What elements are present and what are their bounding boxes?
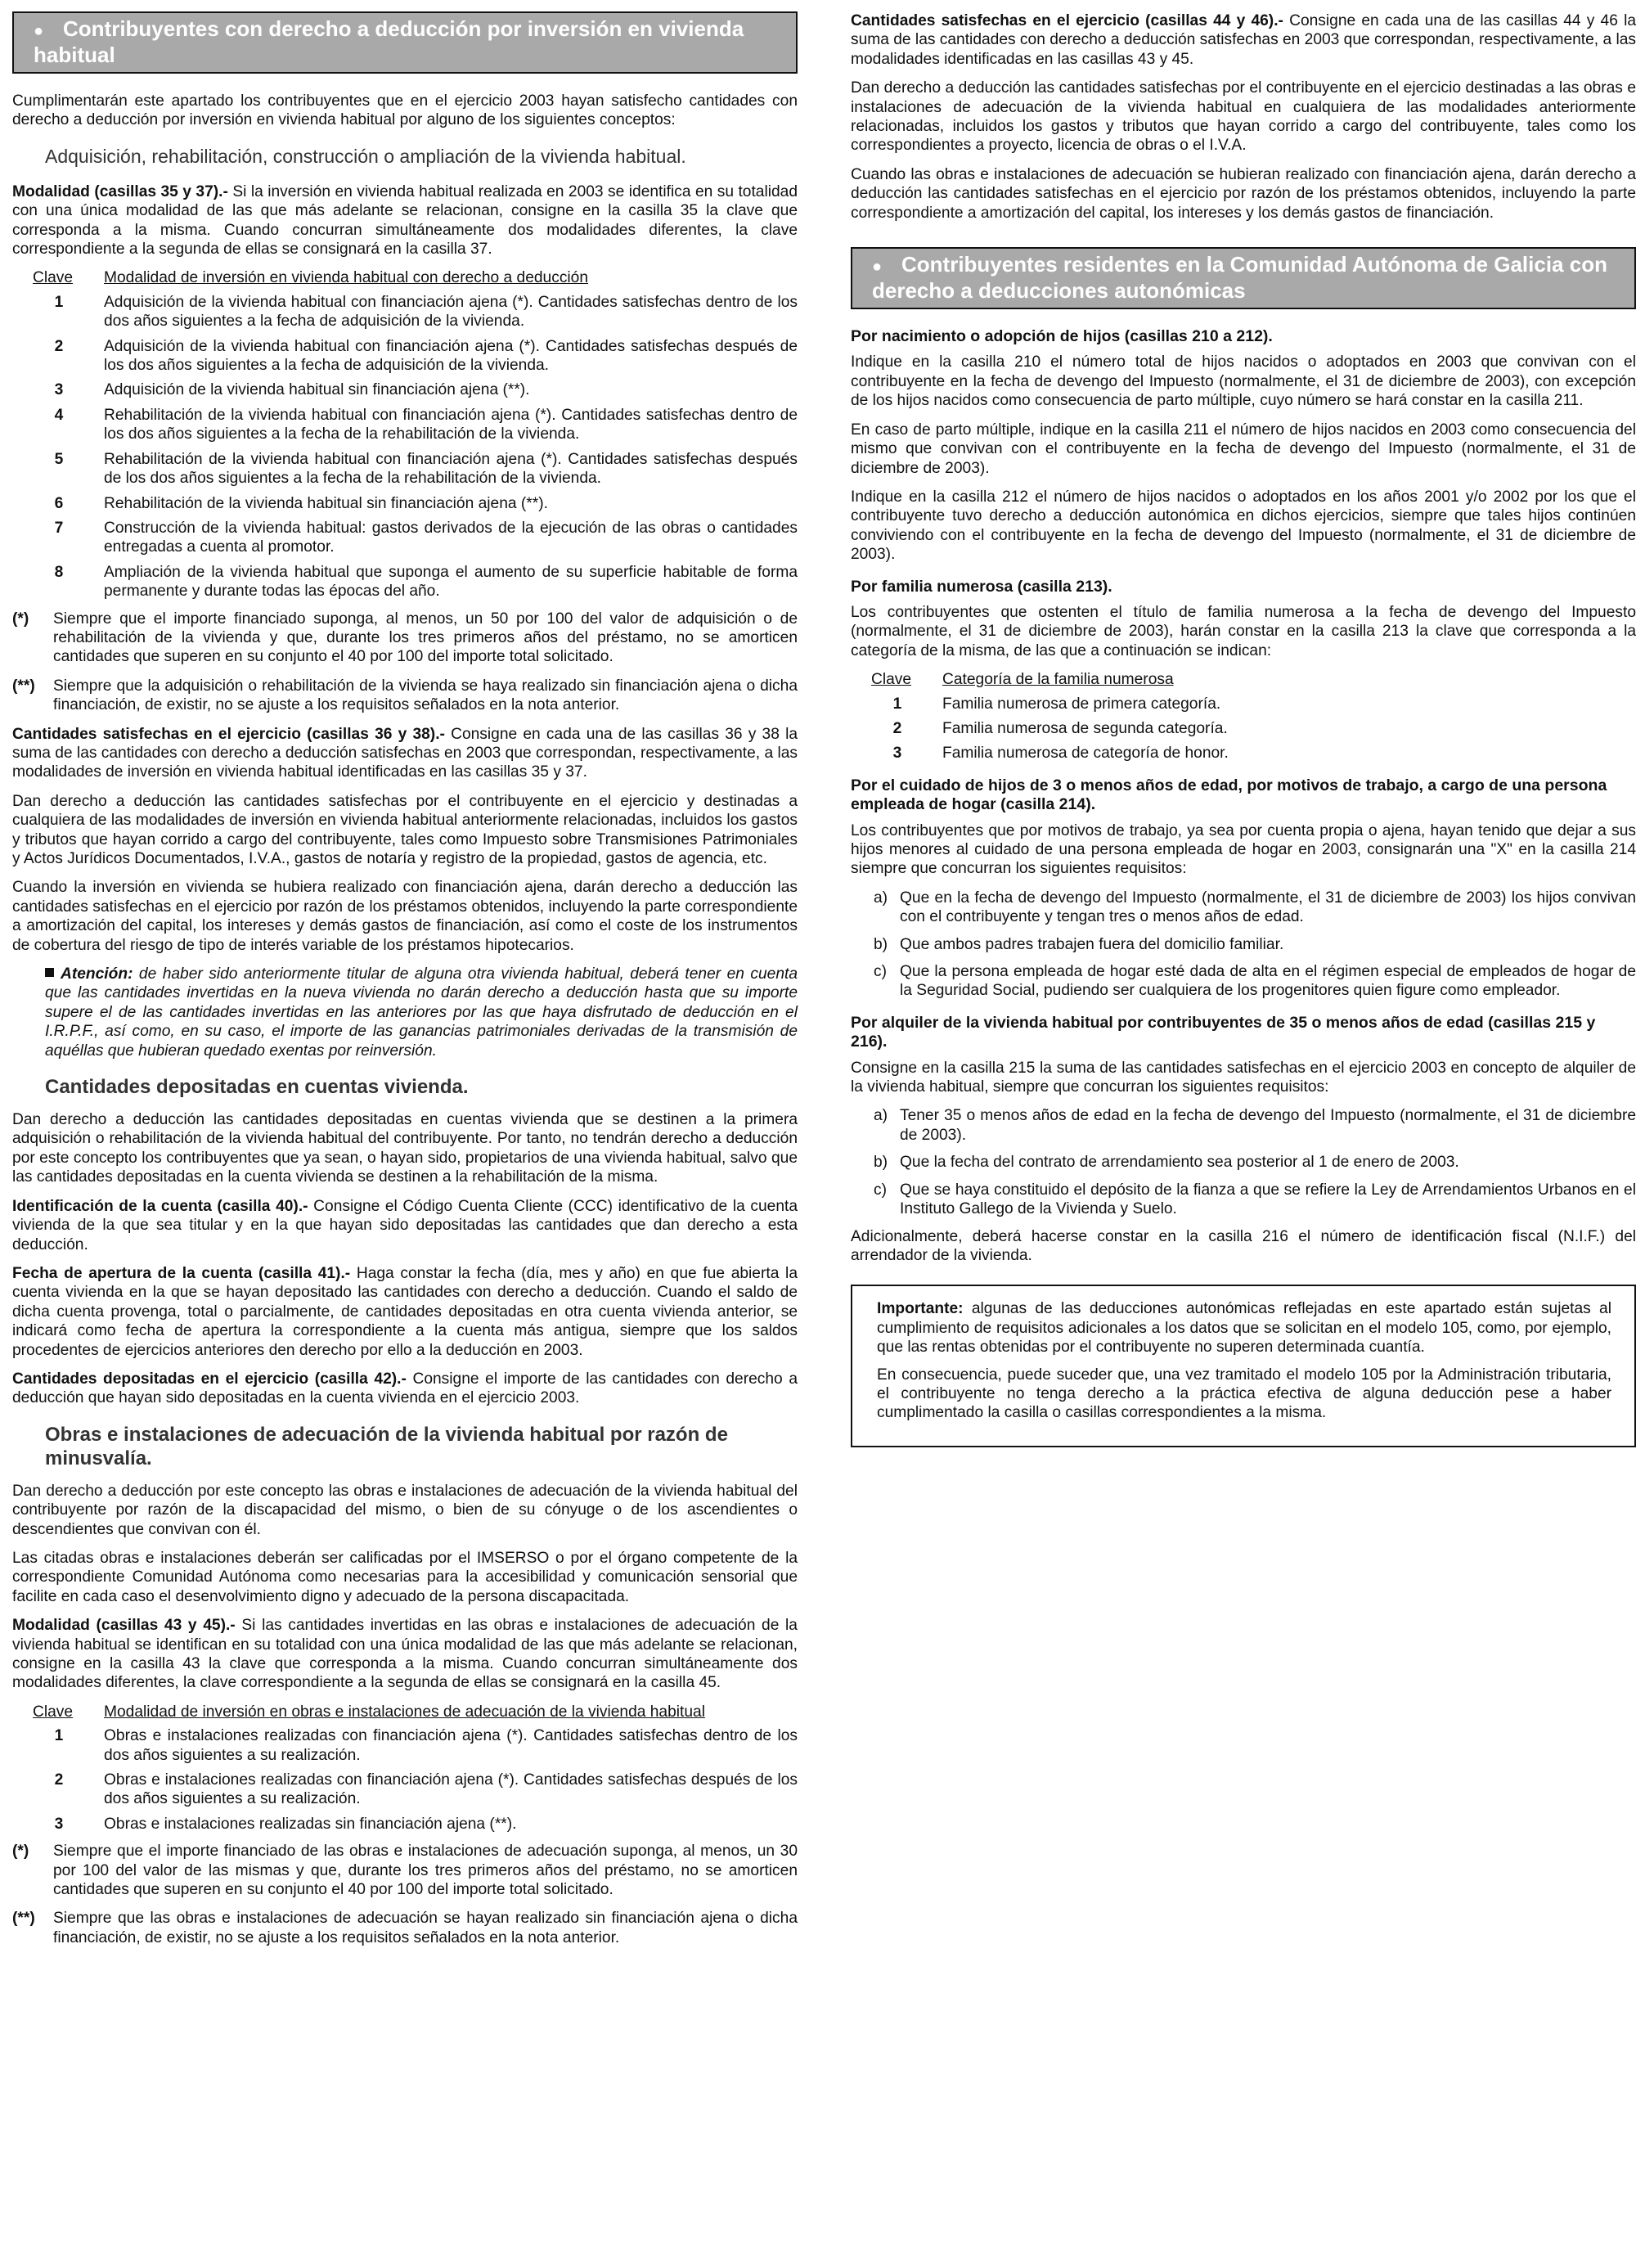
obras-paragraph-2: Las citadas obras e instalaciones deberán ser calificadas por el IMSERSO o por el órgano competente de la correspondiente Comunidad Autónoma como necesarias para la accesibilidad y comunicación sensorial que facilite en cada caso el desenvolvimiento digno y adecuado de la persona discapacitada. (12, 1549, 798, 1605)
footnote-asterisk: (*) Siempre que el importe financiado suponga, al menos, un 50 por 100 del valor de adquisición o de rehabilitación de la vivienda y que, durante los tres primeros años del préstamo, no se amorticen cantidades que superen en su conjunto el 40 por 100 del importe total solicitado. (12, 610, 798, 666)
subheading-adquisicion: Adquisición, rehabilitación, construcción o ampliación de la vivienda habitual. (45, 145, 686, 167)
clave-description: Familia numerosa de segunda categoría. (942, 719, 1228, 737)
footnote-double-asterisk: (**) Siempre que las obras e instalaciones de adecuación se hayan realizado sin financiación ajena o dicha financiación, de existir, no se ajuste a los requisitos señalados en la nota anterior. (12, 1910, 798, 1946)
clave-description: Rehabilitación de la vivienda habitual sin financiación ajena (**). (104, 494, 548, 512)
requirement-letter: c) (874, 963, 887, 981)
familia-paragraph: Los contribuyentes que ostenten el título de familia numerosa a la fecha de devengo del Impuesto (normalmente, el 31 de diciembre de 2003), harán constar en la casilla 213 la clave que corresponda a la categoría de la misma, de las que a continuación se indican: (851, 603, 1636, 659)
dan-derecho-paragraph: Dan derecho a deducción las cantidades satisfechas por el contribuyente en el ejercicio y destinadas a cualquiera de las modalidades de inversión en vivienda habitual anteriormente relacionadas, incluidos los gastos y tributos que hayan corrido a cargo del contribuyente, tales como Impuesto sobre Transmisiones Patrimoniales y Actos Jurídicos Documentados, I.V.A., gastos de notaría y registro de la propiedad, gastos de agencia, etc. (12, 792, 798, 867)
clave-description: Rehabilitación de la vivienda habitual con financiación ajena (*). Cantidades satisfechas dentro de los dos años siguientes a la fecha de la rehabilitación de la vivienda. (104, 406, 798, 443)
clave-number: 4 (54, 406, 64, 424)
clave-description: Adquisición de la vivienda habitual con financiación ajena (*). Cantidades satisfechas después de los dos años siguientes a la fecha de adquisición de la vivienda. (104, 337, 798, 375)
requirement-text: Tener 35 o menos años de edad en la fecha de devengo del Impuesto (normalmente, el 31 de diciembre de 2003). (900, 1107, 1636, 1144)
subheading-obras-minusvalia: Obras e instalaciones de adecuación de la vivienda habitual por razón de minusvalía. (45, 1423, 728, 1469)
clave-number: 2 (54, 337, 64, 355)
clave-description: Rehabilitación de la vivienda habitual con financiación ajena (*). Cantidades satisfechas después de los dos años siguientes a la fecha de la rehabilitación de la vivienda. (104, 450, 798, 488)
right-column (851, 11, 1636, 1447)
requirement-item (874, 1106, 1636, 1145)
table-row (33, 519, 798, 557)
clave-description: Construcción de la vivienda habitual: gastos derivados de la ejecución de las obras o cantidades entregadas a cuenta al promotor. (104, 519, 798, 556)
clave-number: 1 (892, 695, 902, 713)
atencion-note: Atención: de haber sido anteriormente titular de alguna otra vivienda habitual, deberá tener en cuenta que las cantidades invertidas en la nueva vivienda no darán derecho a deducción hasta que su importe supere el de las cantidades invertidas en las anteriores por las que haya disfrutado de deducción en el I.R.P.F., así como, en su caso, el importe de las ganancias patrimoniales derivadas de la transmisión de aquéllas que hubieran quedado exentas por reinversión. (45, 965, 798, 1060)
table-header: Clave Modalidad de inversión en vivienda habitual con derecho a deducción (33, 269, 589, 287)
nacimiento-paragraph-2: En caso de parto múltiple, indique en la casilla 211 el número de hijos nacidos en 2003 como consecuencia del mismo que convivan con el contribuyente en la fecha de devengo del Impuesto (normalmente, el 31 de diciembre de 2003). (851, 421, 1636, 477)
subheading-cuentas-vivienda: Cantidades depositadas en cuentas vivienda. (45, 1076, 469, 1099)
importante-paragraph-2: En consecuencia, puede suceder que, una vez tramitado el modelo 105 por la Administración tributaria, el contribuyente no tenga derecho a la práctica efectiva de alguna deducción pese a haber cumplimentado la casilla o casillas correspondientes a la misma. (877, 1366, 1611, 1422)
table-header: Clave Modalidad de inversión en obras e instalaciones de adecuación de la vivienda habitual (33, 1703, 705, 1721)
clave-description: Familia numerosa de categoría de honor. (942, 745, 1229, 763)
heading-familia-numerosa: Por familia numerosa (casilla 213). (851, 577, 1112, 596)
cantidades-depositadas-paragraph: Cantidades depositadas en el ejercicio (casilla 42).- Consigne el importe de las cantidades con derecho a deducción que hayan sido depositadas en la cuenta vivienda en el ejercicio 2003. (12, 1370, 798, 1407)
financiacion-ajena-paragraph: Cuando la inversión en vivienda se hubiera realizado con financiación ajena, darán derecho a deducción las cantidades satisfechas en el ejercicio por razón de los préstamos obtenidos, incluyendo la parte correspondiente a amortización del capital, los intereses y demás gastos de financiación, así como el coste de los instrumentos de cobertura del riesgo de tipo de interés variable de los préstamos hipotecarios. (12, 879, 798, 954)
table-row (33, 450, 798, 488)
table-row (33, 380, 798, 399)
requirement-item (874, 889, 1636, 927)
table-row (871, 744, 1636, 763)
clave-number: 8 (54, 563, 64, 581)
clave-description: Ampliación de la vivienda habitual que suponga el aumento de su superficie habitable de forma permanente y durante todas las épocas del año. (104, 563, 798, 601)
requirement-text: Que en la fecha de devengo del Impuesto (normalmente, el 31 de diciembre de 2003) los hijos convivan con el contribuyente y tengan tres o menos años de edad. (900, 889, 1636, 926)
requirement-item (874, 1153, 1636, 1172)
requirement-letter: b) (874, 935, 888, 953)
heading-nacimiento: Por nacimiento o adopción de hijos (casillas 210 a 212). (851, 327, 1273, 346)
clave-description: Familia numerosa de primera categoría. (942, 695, 1221, 713)
nacimiento-paragraph-3: Indique en la casilla 212 el número de hijos nacidos o adoptados en los años 2001 y/o 2002 por los que el contribuyente tuvo derecho a deducción autonómica en dichos ejercicios, siempre que tales hijos continúen conviviendo con el contribuyente en la fecha de devengo del Impuesto (normalmente, el 31 de diciembre de 2003). (851, 488, 1636, 564)
adicionalmente-paragraph: Adicionalmente, deberá hacerse constar en la casilla 216 el número de identificación fiscal (N.I.F.) del arrendador de la vivienda. (851, 1227, 1636, 1264)
clave-description: Obras e instalaciones realizadas con financiación ajena (*). Cantidades satisfechas dentro de los dos años siguientes a su realización. (104, 1727, 798, 1764)
footnote-asterisk: (*) Siempre que el importe financiado de las obras e instalaciones de adecuación suponga, al menos, un 30 por 100 del valor de las mismas y que, durante los tres primeros años del préstamo, no se amorticen cantidades que superen en su conjunto el 40 por 100 del importe total solicitado. (12, 1843, 798, 1899)
table-header: Clave Categoría de la familia numerosa (871, 671, 1174, 689)
heading-alquiler: Por alquiler de la vivienda habitual por contribuyentes de 35 o menos años de edad (casillas 215 y 216). (851, 1013, 1596, 1051)
section-title-vivienda-habitual: ● Contribuyentes con derecho a deducción por inversión en vivienda habitual (12, 11, 798, 74)
table-row (871, 719, 1636, 738)
clave-number: 6 (54, 494, 64, 512)
cuentas-vivienda-paragraph: Dan derecho a deducción las cantidades depositadas en cuentas vivienda que se destinen a la primera adquisición o rehabilitación de la vivienda habitual del contribuyente. Por tanto, no tendrán derecho a deducción por este concepto los contribuyentes que ya sean, o hayan sido, propietarios de una vivienda habitual, salvo que las cantidades depositadas en la cuenta vivienda se destinen a la rehabilitación de la misma. (12, 1111, 798, 1186)
requirement-letter: a) (874, 889, 888, 907)
clave-description: Adquisición de la vivienda habitual sin financiación ajena (**). (104, 381, 530, 399)
clave-number: 3 (54, 381, 64, 399)
clave-number: 5 (54, 450, 64, 468)
financiacion-obras-paragraph: Cuando las obras e instalaciones de adecuación se hubieran realizado con financiación ajena, darán derecho a deducción las cantidades satisfechas en el ejercicio por razón de los préstamos obtenidos, incluyendo la parte correspondiente a amortización del capital, los intereses y los demás gastos de financiación. (851, 165, 1636, 222)
requirement-text: Que se haya constituido el depósito de la fianza a que se refiere la Ley de Arrendamientos Urbanos en el Instituto Gallego de la Vivienda y Suelo. (900, 1181, 1636, 1218)
requirement-item (874, 1181, 1636, 1219)
clave-description: Obras e instalaciones realizadas sin financiación ajena (**). (104, 1815, 517, 1833)
clave-number: 1 (54, 293, 64, 311)
square-bullet-icon (45, 968, 54, 977)
familia-numerosa-table (871, 670, 1636, 763)
modalidad-vivienda-table (33, 268, 798, 601)
intro-paragraph: Cumplimentarán este apartado los contribuyentes que en el ejercicio 2003 hayan satisfecho cantidades con derecho a deducción por inversión en vivienda habitual por alguno de los siguientes conceptos: (12, 92, 798, 129)
table-row (33, 494, 798, 513)
table-row (33, 1815, 798, 1834)
table-row (33, 1771, 798, 1809)
modalidad-obras-table (33, 1703, 798, 1834)
table-row (33, 563, 798, 601)
clave-number: 3 (892, 745, 902, 763)
clave-number: 3 (54, 1815, 64, 1833)
clave-number: 7 (54, 519, 64, 537)
fecha-apertura-paragraph: Fecha de apertura de la cuenta (casilla 41).- Haga constar la fecha (día, mes y año) en que fue abierta la cuenta vivienda en la que se hayan depositado las cantidades con derecho a deducción. Cuando el saldo de dicha cuenta provenga, total o parcialmente, de cantidades depositadas en otra cuenta vivienda anterior, se indicará como fecha de apertura la correspondiente a la cuenta más antigua, siempre que los saldos procedentes de ejercicios anteriores den derecho por ello a la deducción en 2003. (12, 1264, 798, 1359)
bullet-icon: ● (872, 258, 883, 277)
importante-box (851, 1285, 1636, 1447)
importante-paragraph-1: Importante: algunas de las deducciones autonómicas reflejadas en este apartado están sujetas al cumplimiento de requisitos adicionales a los datos que se solicitan en el modelo 105, como, por ejemplo, que las rentas obtenidas por el contribuyente no superen determinada cuantía. (877, 1300, 1611, 1357)
requirement-letter: a) (874, 1107, 888, 1125)
requirement-letter: c) (874, 1181, 887, 1199)
clave-number: 2 (54, 1771, 64, 1789)
heading-cuidado-hijos: Por el cuidado de hijos de 3 o menos años de edad, por motivos de trabajo, a cargo de una persona empleada de hogar (casilla 214). (851, 776, 1607, 814)
nacimiento-paragraph-1: Indique en la casilla 210 el número total de hijos nacidos o adoptados en 2003 que convivan con el contribuyente en la fecha de devengo del Impuesto (normalmente, el 31 de diciembre de 2003), con excepción de los hijos nacidos como consecuencia de parto múltiple, cuyo número se hará constar en la casilla 211. (851, 353, 1636, 410)
clave-description: Obras e instalaciones realizadas con financiación ajena (*). Cantidades satisfechas después de los dos años siguientes a su realización. (104, 1771, 798, 1808)
identificacion-cuenta-paragraph: Identificación de la cuenta (casilla 40).- Consigne el Código Cuenta Cliente (CCC) identificativo de la cuenta vivienda de la que sea titular y en la que hayan sido depositadas las cantidades que dan derecho a esta deducción. (12, 1197, 798, 1253)
dan-derecho-obras-paragraph: Dan derecho a deducción las cantidades satisfechas por el contribuyente en el ejercicio destinadas a las obras e instalaciones de adecuación de la vivienda habitual en cualquiera de las modalidades anteriormente relacionadas, incluidos los gastos y tributos que hayan corrido a cargo del contribuyente, tales como los correspondientes a proyecto, licencia de obras o el I.V.A. (851, 79, 1636, 155)
requirement-item (874, 935, 1636, 954)
cantidades-44-46-paragraph: Cantidades satisfechas en el ejercicio (casillas 44 y 46).- Consigne en cada una de las casillas 44 y 46 la suma de las cantidades con derecho a deducción satisfechas en 2003 que correspondan, respectivamente, a las modalidades identificadas en las casillas 43 y 45. (851, 12, 1637, 68)
footnote-double-asterisk: (**) Siempre que la adquisición o rehabilitación de la vivienda se haya realizado sin financiación ajena o dicha financiación, de existir, no se ajuste a los requisitos señalados en la nota anterior. (12, 677, 798, 714)
cuidado-paragraph: Los contribuyentes que por motivos de trabajo, ya sea por cuenta propia o ajena, hayan tenido que dejar a sus hijos menores al cuidado de una persona empleada de hogar en 2003, consignarán una "X" en la casilla 214 siempre que concurran los siguientes requisitos: (851, 821, 1636, 878)
clave-number: 2 (892, 719, 902, 737)
left-column (12, 11, 798, 1957)
table-row (33, 406, 798, 444)
table-row (33, 337, 798, 376)
cantidades-36-38-paragraph: Cantidades satisfechas en el ejercicio (casillas 36 y 38).- Consigne en cada una de las casillas 36 y 38 la suma de las cantidades con derecho a deducción satisfechas en 2003 que correspondan, respectivamente, a las modalidades de inversión en vivienda habitual identificadas en las casillas 35 y 37. (12, 725, 798, 781)
bullet-icon: ● (34, 22, 44, 40)
requirement-text: Que la fecha del contrato de arrendamiento sea posterior al 1 de enero de 2003. (900, 1154, 1459, 1172)
table-row (33, 293, 798, 331)
section-title-galicia: ● Contribuyentes residentes en la Comunidad Autónoma de Galicia con derecho a deducciones autonómicas (851, 247, 1636, 309)
requirement-item (874, 962, 1636, 1001)
requirement-letter: b) (874, 1154, 888, 1172)
clave-number: 1 (54, 1727, 64, 1745)
table-row (33, 1726, 798, 1765)
modalidad-43-45-paragraph: Modalidad (casillas 43 y 45).- Si las cantidades invertidas en las obras e instalaciones de adecuación de la vivienda habitual se identifican en su totalidad con una única modalidad de las que más adelante se relacionan, consigne en la casilla 43 la clave que corresponda a la misma. Cuando concurran simultáneamente dos modalidades diferentes, la clave correspondiente a la segunda de ellas se consignará en la casilla 45. (12, 1617, 798, 1692)
obras-paragraph-1: Dan derecho a deducción por este concepto las obras e instalaciones de adecuación de la vivienda habitual del contribuyente por razón de la discapacidad del mismo, o bien de su cónyuge o de los ascendientes o descendientes que convivan con él. (12, 1482, 798, 1538)
table-row (871, 695, 1636, 713)
alquiler-paragraph: Consigne en la casilla 215 la suma de las cantidades satisfechas en el ejercicio 2003 en concepto de alquiler de la vivienda habitual, siempre que concurran los siguientes requisitos: (851, 1059, 1636, 1096)
requirement-text: Que la persona empleada de hogar esté dada de alta en el régimen especial de empleados de hogar de la Seguridad Social, pudiendo ser cualquiera de los progenitores quien figure como empleador. (900, 963, 1636, 1000)
clave-description: Adquisición de la vivienda habitual con financiación ajena (*). Cantidades satisfechas dentro de los dos años siguientes a la fecha de adquisición de la vivienda. (104, 293, 798, 331)
modalidad-35-37-paragraph: Modalidad (casillas 35 y 37).- Si la inversión en vivienda habitual realizada en 2003 se identifica en su totalidad con una única modalidad de las que más adelante se relacionan, consigne en la casilla 35 la clave que corresponda a la misma. Cuando concurran simultáneamente dos modalidades diferentes, la clave correspondiente a la segunda de ellas se consignará en la casilla 37. (12, 182, 798, 259)
requirement-text: Que ambos padres trabajen fuera del domicilio familiar. (900, 935, 1284, 953)
